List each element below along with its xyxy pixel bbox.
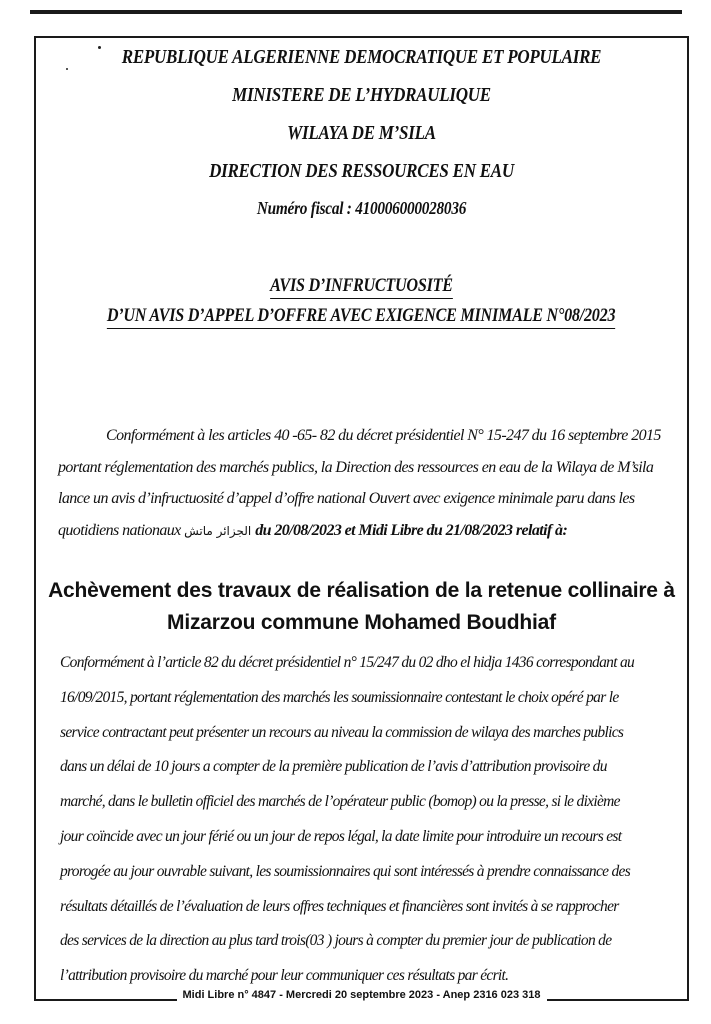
recourse-paragraph <box>60 646 688 994</box>
notice-title-line1 <box>34 275 689 299</box>
body-line: service contractant peut présenter un recours au niveau la commission de wilaya des marches publics <box>60 723 624 741</box>
direction-line: DIRECTION DES RESSOURCES EN EAU <box>209 160 514 182</box>
fiscal-number: Numéro fiscal : 410006000028036 <box>256 198 467 218</box>
work-title-line2: Mizarzou commune Mohamed Boudhiaf <box>167 611 556 634</box>
intro-line: Conformément à les articles 40 -65- 82 du décret présidentiel N° 15-247 du 16 septembre 2015 <box>106 427 661 444</box>
body-line: résultats détaillés de l’évaluation de leurs offres techniques et financières sont invités à se rapprocher <box>60 897 619 915</box>
issuer-header <box>34 44 689 220</box>
body-line: marché, dans le bulletin officiel des marchés de l’opérateur public (bomop) ou la presse, si le dixième <box>60 793 620 811</box>
work-title-line1: Achèvement des travaux de réalisation de la retenue collinaire à <box>48 579 675 602</box>
publication-footer <box>34 989 689 1001</box>
wilaya-line: WILAYA DE M’SILA <box>287 122 436 144</box>
arabic-newspaper-name: الجزائر ماتش <box>184 523 252 538</box>
footer-text: Midi Libre n° 4847 - Mercredi 20 septembre 2023 - Anep 2316 023 318 <box>177 989 547 1001</box>
intro-line-start: quotidiens nationaux <box>58 521 185 539</box>
body-line: dans un délai de 10 jours a compter de la première publication de l’avis d’attribution provisoire du <box>60 758 607 776</box>
intro-paragraph <box>58 420 688 546</box>
intro-line: portant réglementation des marchés publics, la Direction des ressources en eau de la Wilaya de M’sila <box>58 458 654 476</box>
body-line: des services de la direction au plus tard trois(03 ) jours à compter du premier jour de publication de <box>60 932 612 950</box>
intro-line-dates: du 20/08/2023 et Midi Libre du 21/08/2023 relatif à: <box>251 521 568 539</box>
intro-line-newspapers <box>58 515 688 547</box>
top-rule <box>30 10 682 14</box>
notice-title-text2: D’UN AVIS D’APPEL D’OFFRE AVEC EXIGENCE MINIMALE N°08/2023 <box>107 305 615 329</box>
republic-line: REPUBLIQUE ALGERIENNE DEMOCRATIQUE ET POPULAIRE <box>121 46 602 68</box>
notice-title-line2 <box>34 305 689 329</box>
body-line: 16/09/2015, portant réglementation des marchés les soumissionnaire contestant le choix opéré par le <box>60 688 619 706</box>
body-line: jour coïncide avec un jour férié ou un jour de repos légal, la date limite pour introduire un recours est <box>60 827 622 845</box>
notice-title-text1: AVIS D’INFRUCTUOSITÉ <box>270 275 453 299</box>
body-line: l’attribution provisoire du marché pour leur communiquer ces résultats par écrit. <box>60 967 509 985</box>
work-title <box>34 575 689 639</box>
ministry-line: MINISTERE DE L’HYDRAULIQUE <box>232 84 491 106</box>
intro-line: lance un avis d’infructuosité d’appel d’offre national Ouvert avec exigence minimale paru dans les <box>58 490 635 507</box>
body-line: prorogée au jour ouvrable suivant, les soumissionnaires qui sont intéressés à prendre connaissance des <box>60 862 631 880</box>
body-line: Conformément à l’article 82 du décret présidentiel n° 15/247 du 02 dho el hidja 1436 correspondant au <box>60 654 635 671</box>
